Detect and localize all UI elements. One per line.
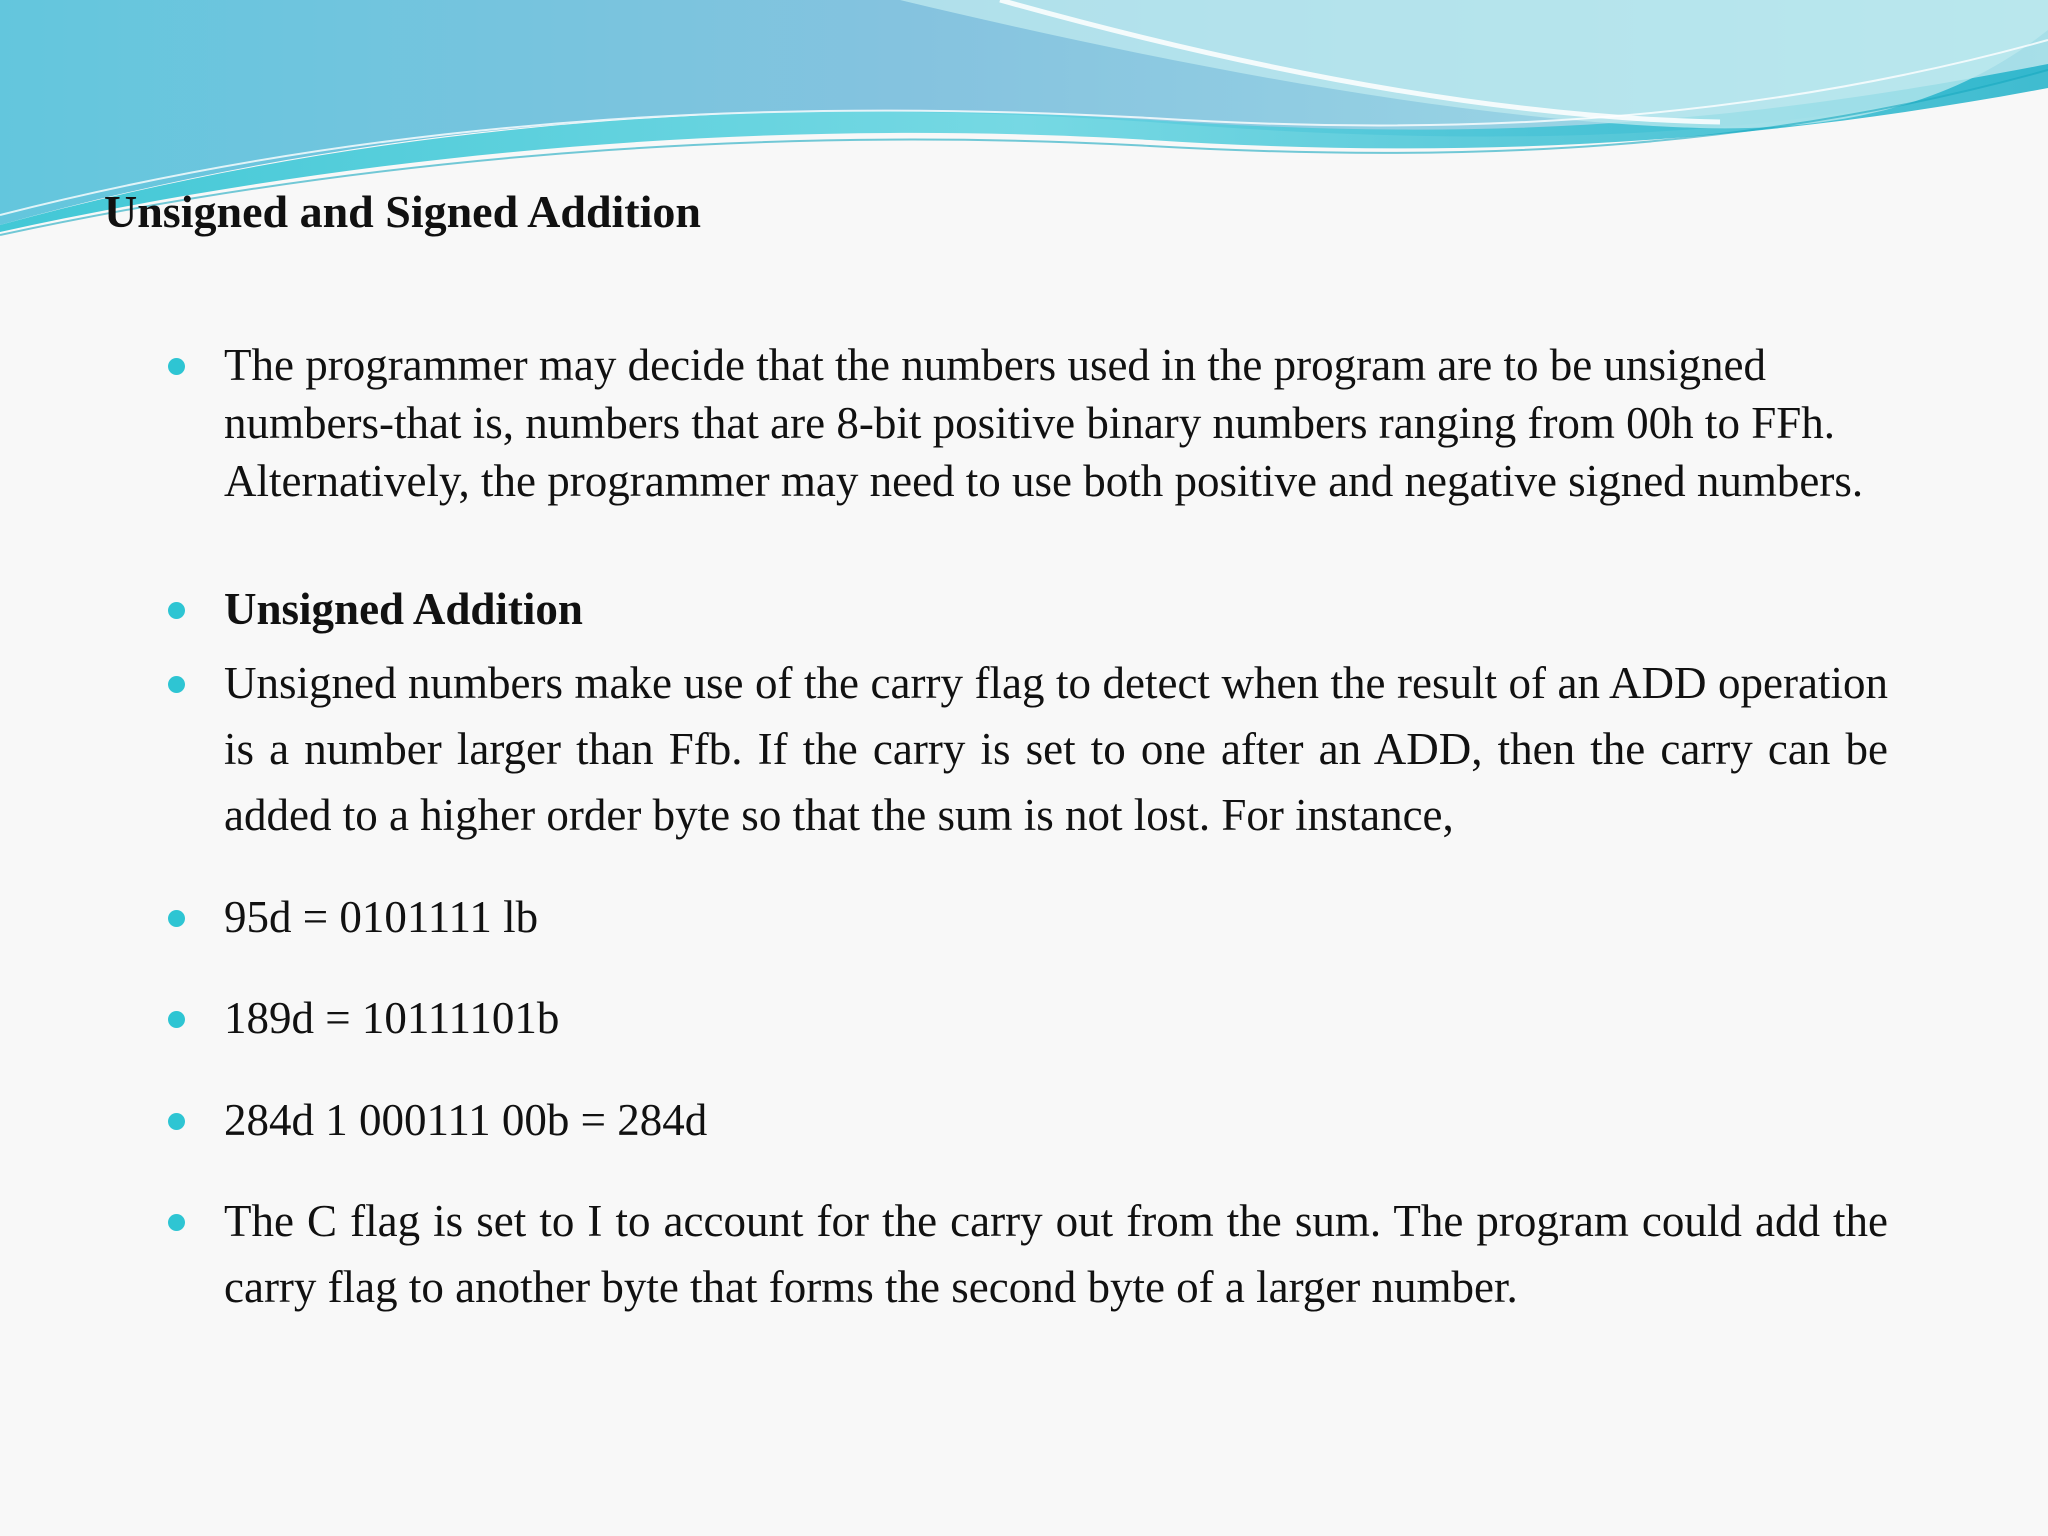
bullet-icon (168, 676, 185, 693)
bullet-heading: Unsigned Addition (224, 584, 583, 634)
bullet-item (224, 580, 1888, 638)
bullet-item (224, 1188, 1888, 1320)
bullet-text: Unsigned numbers make use of the carry flag to detect when the result of an ADD operation is a number larger than Ffb. If the carry is set to one after an ADD, then the carry can be added to a higher order byte so that the sum is not lost. For instance, (224, 658, 1888, 840)
bullet-icon (168, 910, 185, 927)
bullet-item (224, 989, 1888, 1047)
bullet-item (224, 888, 1888, 946)
bullet-item (224, 1091, 1888, 1149)
bullet-text: 284d 1 000111 00b = 284d (224, 1095, 708, 1145)
bullet-item (224, 650, 1888, 848)
bullet-text: 189d = 10111101b (224, 993, 560, 1043)
bullet-icon (168, 1214, 185, 1231)
bullet-text: 95d = 0101111 lb (224, 892, 539, 942)
bullet-icon (168, 1113, 185, 1130)
bullet-text: The C flag is set to I to account for the carry out from the sum. The program could add the carry flag to another byte that forms the second byte of a larger number. (224, 1196, 1888, 1312)
slide-title: Unsigned and Signed Addition (104, 186, 701, 237)
bullet-icon (168, 358, 185, 375)
bullet-item (224, 336, 1888, 510)
bullet-icon (168, 1011, 185, 1028)
bullet-text: The programmer may decide that the numbers used in the program are to be unsigned numbers-that is, numbers that are 8-bit positive binary numbers ranging from 00h to FFh. Alternatively, the programmer may need to use both positive and negative signed numbers. (224, 340, 1864, 506)
bullet-icon (168, 602, 185, 619)
